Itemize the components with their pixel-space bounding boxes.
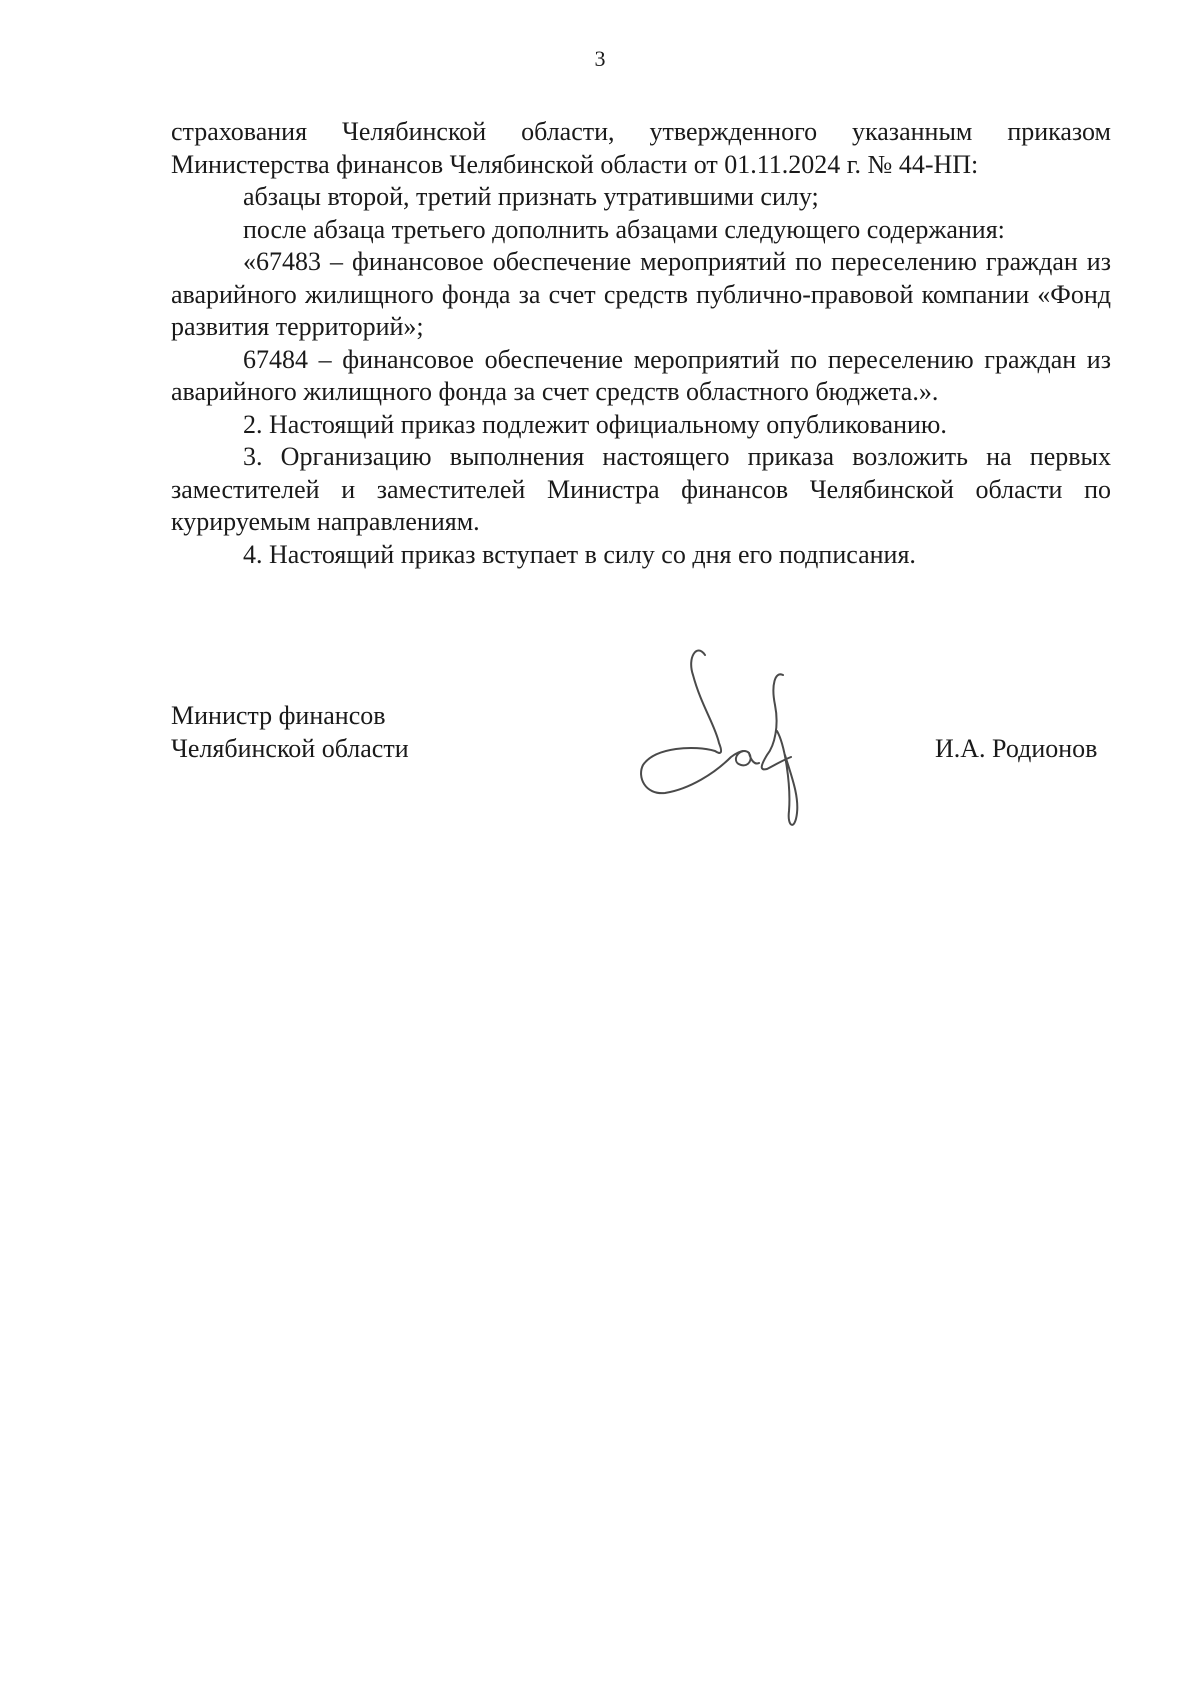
page-number: 3 xyxy=(594,46,606,71)
paragraph-item-3: 3. Организацию выполнения настоящего приказа возложить на первых заместителей и заместителей Министра финансов Челябинской области по курируемым направлениям. xyxy=(171,442,1111,536)
paragraph-67483: «67483 – финансовое обеспечение мероприятий по переселению граждан из аварийного жилищного фонда за счет средств публично-правовой компании «Фонд развития территорий»; xyxy=(171,247,1111,341)
signature-stroke-a xyxy=(736,751,759,765)
paragraph-67484: 67484 – финансовое обеспечение мероприятий по переселению граждан из аварийного жилищного фонда за счет средств областного бюджета.». xyxy=(171,344,1111,406)
signature-stroke-loop xyxy=(641,651,749,794)
signature-strokes xyxy=(641,651,797,825)
document-body xyxy=(171,116,1111,571)
paragraph-item-2: 2. Настоящий приказ подлежит официальному опубликованию. xyxy=(243,409,947,439)
paragraph-2: абзацы второй, третий признать утратившими силу; xyxy=(243,182,819,211)
signature-stroke-f xyxy=(762,674,798,825)
paragraph-item-4: 4. Настоящий приказ вступает в силу со дня его подписания. xyxy=(243,539,916,569)
paragraph-continuation: страхования Челябинской области, утвержденного указанным приказом Министерства финансов Челябинской области от 01.11.2024 г. № 44-НП: xyxy=(171,117,1111,179)
signatory-position xyxy=(171,700,409,765)
signatory-position-line-2: Челябинской области xyxy=(171,733,409,763)
signatory-name: И.А. Родионов xyxy=(935,734,1098,763)
handwritten-signature xyxy=(635,635,835,850)
paragraph-3: после абзаца третьего дополнить абзацами следующего содержания: xyxy=(243,214,1005,244)
signatory-position-line-1: Министр финансов xyxy=(171,701,386,730)
